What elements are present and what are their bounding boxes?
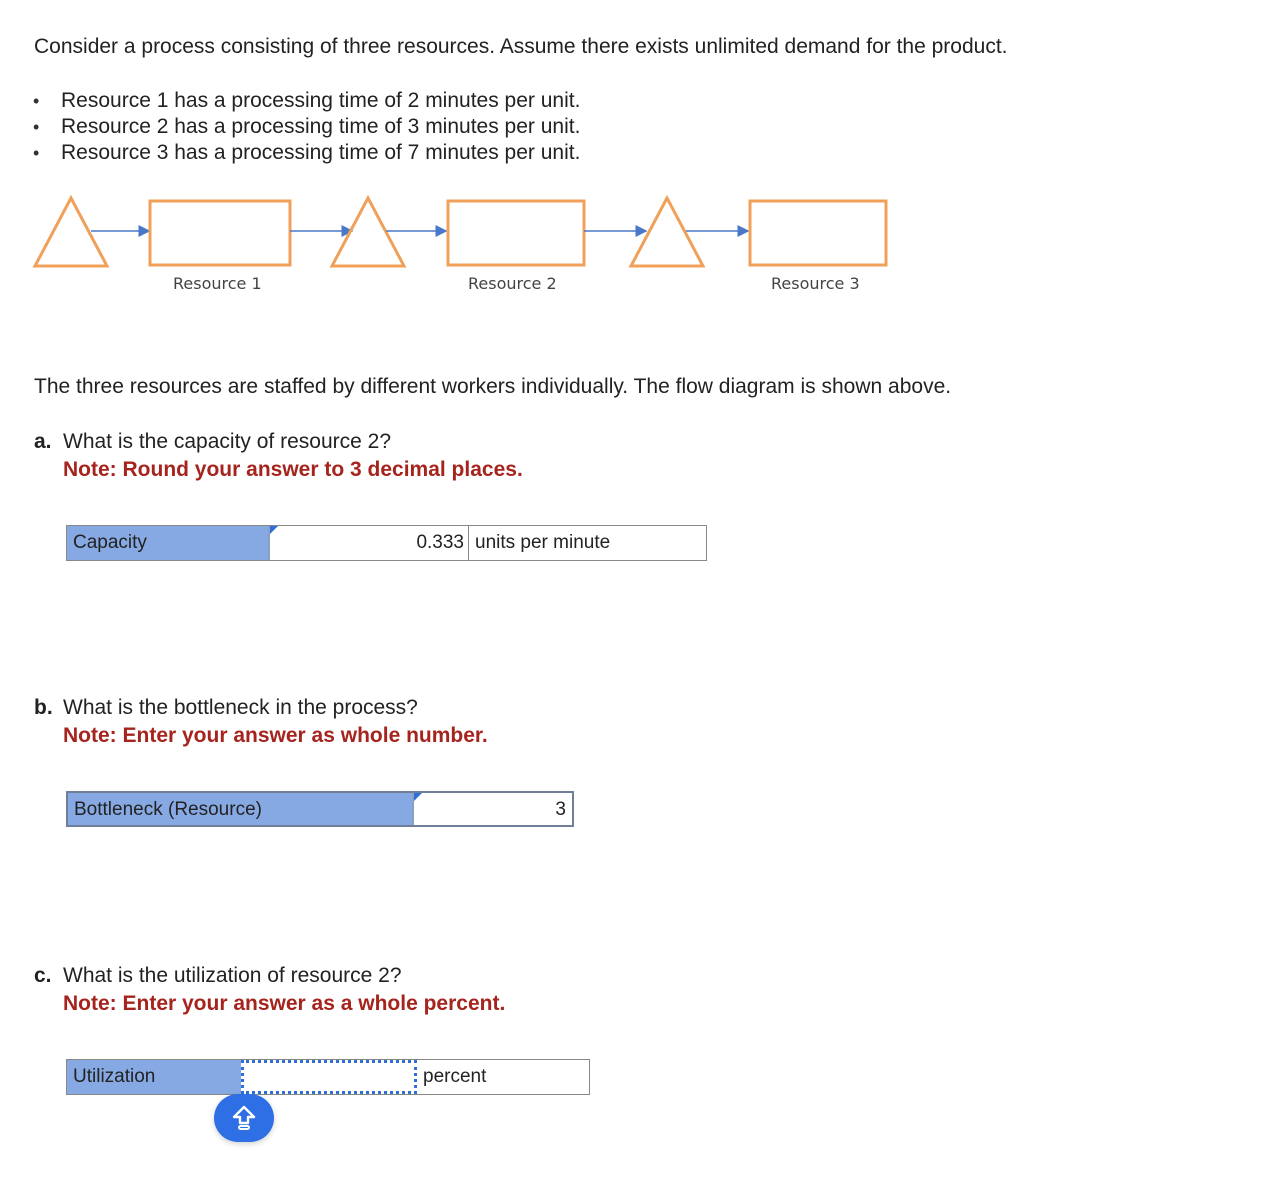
bottleneck-label: Bottleneck (Resource) [68, 793, 414, 825]
question-note: Note: Round your answer to 3 decimal places. [63, 458, 523, 481]
utilization-input[interactable] [241, 1060, 417, 1094]
utilization-answer-row [66, 1059, 590, 1095]
question-c [34, 962, 505, 1018]
capacity-value: 0.333 [416, 532, 464, 553]
flow-description: The three resources are staffed by different workers individually. The flow diagram is shown above. [34, 375, 952, 398]
resource-2-box [448, 201, 584, 265]
bottleneck-value: 3 [555, 799, 566, 820]
question-a [34, 428, 523, 484]
question-letter: c. [34, 964, 52, 987]
list-item: • Resource 1 has a processing time of 2 minutes per unit. [34, 88, 580, 114]
inventory-triangle-1 [35, 198, 107, 266]
capacity-answer-row [66, 525, 707, 561]
utilization-unit: percent [423, 1066, 487, 1087]
list-item: • Resource 3 has a processing time of 7 minutes per unit. [34, 140, 580, 166]
question-letter: b. [34, 696, 53, 719]
inventory-triangle-2 [332, 198, 404, 266]
resource-list [34, 88, 580, 166]
resource-3-label: Resource 3 [771, 274, 860, 293]
edited-flag-icon [414, 793, 422, 801]
resource-1-label: Resource 1 [173, 274, 262, 293]
question-note: Note: Enter your answer as whole number. [63, 724, 488, 747]
bottleneck-input[interactable] [414, 793, 572, 825]
capacity-label: Capacity [67, 526, 270, 560]
question-text: What is the bottleneck in the process? [63, 696, 418, 719]
capacity-input[interactable] [270, 526, 469, 560]
resource-2-label: Resource 2 [468, 274, 557, 293]
question-letter: a. [34, 430, 52, 453]
scroll-up-button[interactable] [214, 1094, 274, 1142]
list-item: • Resource 2 has a processing time of 3 minutes per unit. [34, 114, 580, 140]
bottleneck-answer-row [66, 791, 574, 827]
resource-3-box [750, 201, 886, 265]
inventory-triangle-3 [631, 198, 703, 266]
process-flow-diagram [0, 190, 900, 300]
question-text: What is the utilization of resource 2? [63, 964, 402, 987]
arrow-up-icon [231, 1104, 257, 1132]
problem-intro: Consider a process consisting of three resources. Assume there exists unlimited demand for the product. [34, 35, 1008, 58]
question-note: Note: Enter your answer as a whole percent. [63, 992, 506, 1015]
edited-flag-icon [270, 526, 278, 534]
question-text: What is the capacity of resource 2? [63, 430, 391, 453]
capacity-unit: units per minute [475, 532, 611, 553]
question-b [34, 694, 488, 750]
utilization-label: Utilization [67, 1060, 241, 1094]
resource-1-box [150, 201, 290, 265]
